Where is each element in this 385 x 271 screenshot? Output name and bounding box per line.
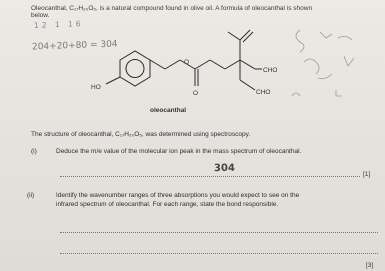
question-stem: The structure of oleocanthal, C₁₇H₂₀O₅, was determined using spectroscopy. [31,131,251,138]
answer-line-ii-1 [60,232,378,233]
question-ii-text-line2: infrared spectrum of oleocanthal. For each range, state the bond responsible. [56,201,279,208]
question-i-number: (i) [31,148,37,155]
question-ii-text-line1: Identify the wavenumber ranges of three absorptions you would expect to see on the [56,192,300,199]
handwritten-answer-i: 304 [213,162,235,175]
cho-label-lower: CHO [256,89,271,96]
cho-label-upper: CHO [263,67,278,74]
answer-line-ii-2 [60,253,378,254]
marks-ii: [3] [366,262,374,269]
handwritten-scribble-top: 12 1 16 [33,19,84,30]
ho-label: HO [91,84,101,91]
ester-oxygen-label: O [184,59,190,66]
question-i-text: Deduce the m/e value of the molecular ion peak in the mass spectrum of oleocanthal. [56,148,302,155]
molecule-name: oleocanthal [150,107,187,114]
answer-line-i [60,176,360,177]
intro-text-line1: Oleocanthal, C₁₇H₂₀O₅, is a natural compound found in olive oil. A formula of oleocanthal is shown [31,5,313,12]
marks-i: [1] [363,171,371,178]
handwritten-sum: 204+20+80 = 304 [31,39,118,53]
ketone-oxygen-label: O [193,90,199,97]
question-ii-number: (ii) [27,192,35,199]
intro-text-line2: below. [31,12,50,19]
